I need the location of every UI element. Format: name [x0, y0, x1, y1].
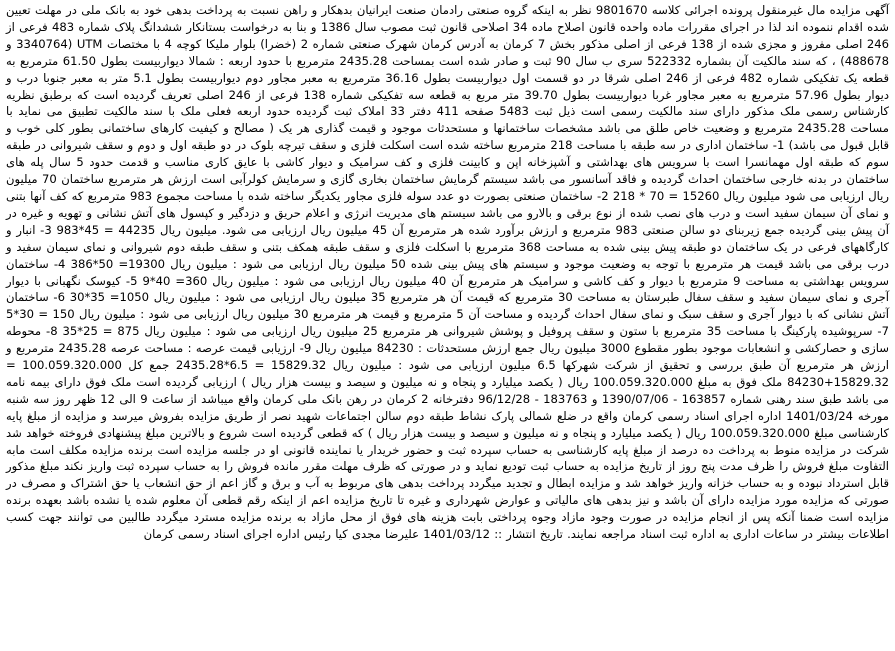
auction-notice-text: آگهی مزایده مال غیرمنقول پرونده اجرائی کلاسه 9801670 نظر به اینکه گروه صنعتی رادمان صنعت ایرانیان بدهکار و راهن نسبت به پرداخت بدهی خود به بانک ملی در مهلت تعیین شده اقدام ننموده اند لذا در اجرای مقررات ماده واحده قانون اصلاح ماده 34 اصلاحی قانون ثبت مصوب سال 1386 و بنا به درخواست بستانکار ششدانگ پلاک شماره 483 فرعی از 246 اصلی مفروز و مجزی شده از 138 فرعی از اصلی مذکور بخش 7 کرمان به آدرس کرمان شهرک صنعتی شماره 2 (خضرا) بلوار ملیکا کوچه 4 با مختصات UTM (3340764 و 488678) ، که سند مالکیت آن بشماره 522332 سری ب سال 90 ثبت و صادر شده است بمساحت 2435.28 مترمربع با حدود اربعه : شمالا دیواربیست بطول 61.50 مترمربع به قطعه یک تفکیکی شماره 482 فرعی از 246 اصلی شرقا در دو قسمت اول دیواربیست بطول 36.16 مترمربع به معبر مجاور دوم دیواربیست بطول 5.1 متر به معبر جنوبا درب و دیوار بطول 57.96 مترمربع به معبر مجاور غربا دیواربیست بطول 39.70 متر مربع به قطعه سه تفکیکی شماره 138 فرعی از 246 اصلی تعریف گردیده است که برطبق نظریه کارشناس رسمی ملک مذکور دارای سند مالکیت رسمی است ذیل ثبت 5483 صفحه 411 دفتر 33 املاک ثبت گردیده حدود اربعه فعلی ملک با سند مالکیت تطبیق می نماید با مساحت 2435.28 مترمربع و وضعیت خاص طلق می باشد مشخصات ساختمانها و مستحدثات موجود و قیمت گذاری هر یک ( مصالح و کیفیت کارهای ساختمانی بطور کلی خوب و قابل قبول می باشد) 1- ساختمان اداری در سه طبقه با مساحت 218 مترمربع ساخته شده است اسکلت فلزی و سقف تیرچه بلوک در دو طبقه اول و دوم و سقف شیروانی در طبقه سوم که طبقه اول مهمانسرا است با سرویس های بهداشتی و آشپزخانه اپن و کابینت فلزی و کف سرامیک و دیوار کاشی با عایق کاری مناسب و قدمت حدود 5 سال پله های ساختمان در بدنه خارجی ساختمان احداث گردیده و فاقد آسانسور می باشد سیستم گرمایش ساختمان بخاری گازی و سرمایش کولرآبی است ارزش هر مترمربع ساختمان 70 میلیون ریال ارزیابی می شود میلیون ریال 15260 = 70 * 218 2- ساختمان صنعتی بصورت دو عدد سوله فلزی مجاور یکدیگر ساخته شده با مساحت مجموع 983 مترمربع که کف آنها بتنی و نمای آن سیمان سفید است و درب های نصب شده از نوع برقی و بالارو می باشد سیستم های مدیریت انرژی و اعلام حریق و دزدگیر و کپسول های آتش نشانی و تهویه و غیره در آن پیش بینی گردیده جمع زیربنای دو سالن صنعتی 983 مترمربع و ارزش برآورد شده هر مترمربع آن 45 میلیون ریال ارزیابی می شود. میلیون ریال 44235 = 45*983 3- انبار و کارگاههای فرعی در یک ساختمان دو طبقه پیش بینی شده به مساحت 368 مترمربع با اسکلت فلزی و سقف طبقه همکف بتنی و سقف طبقه دوم شیروانی و نمای سیمان سفید و درب برقی می باشد قیمت هر مترمربع با توجه به وضعیت موجود و سیستم های پیش بینی شده 50 میلیون ریال ارزیابی می شود : میلیون ریال 19300= 50*386 4- ساختمان سرویس بهداشتی به مساحت 9 مترمربع با دیوار و کف کاشی و سرامیک هر مترمربع آن 40 میلیون ریال ارزیابی می شود : میلیون ریال 360= 40*9 5- کیوسک نگهبانی با دیوار آجری و نمای سیمان سفید و سقف سفال طبرستان به مساحت 30 مترمربع که قیمت آن هر مترمربع 35 میلیون ریال ارزیابی می شود : میلیون ریال 1050= 35*30 6- ساختمان آتش نشانی که با دیوار آجری و سقف سبک و نمای سفال احداث گردیده و مساحت آن 5 مترمربع و قیمت هر مترمربع 30 میلیون ریال ارزیابی می شود : میلیون ریال 150 = 30*5 7- سرپوشیده پارکینگ با مساحت 35 مترمربع با ستون و سقف پروفیل و پوشش شیروانی هر مترمربع 25 میلیون ریال ارزیابی می شود : میلیون ریال 875 = 25*35 8- محوطه سازی و حصارکشی و انشعابات موجود بطور مقطوع 3000 میلیون ریال جمع ارزش مستحدثات : 84230 میلیون ریال 9- ارزیابی قیمت عرصه : مساحت عرصه 2435.28 مترمربع و ارزش هر مترمربع آن طبق بررسی و تحقیق از شرکت شهرکها 6.5 میلیون ارزیابی می شود : میلیون ریال 15829.32 = 6.5*2435.28 جمع کل 100.059.320.000 = 15829.32+84230 ملک فوق به مبلغ 100.059.320.000 ریال ( یکصد میلیارد و پنجاه و نه میلیون و سیصد و بیست هزار ریال ) ارزیابی گردیده است ملک فوق دارای بیمه نامه می باشد طبق سند رهنی شماره 163857 - 1390/07/06 و 183763 - 96/12/28 دفترخانه 2 کرمان در رهن بانک ملی کرمان واقع میباشد از ساعت 9 الی 12 ظهر روز سه شنبه مورخه 1401/03/24 اداره اجرای اسناد رسمی کرمان واقع در ضلع شمالی پارک نشاط طبقه دوم سالن اجتماعات شهید نصر از طریق مزایده بفروش میرسد و مزایده از مبلغ پایه کارشناسی مبلغ 100.059.320.000 ریال ( یکصد میلیارد و پنجاه و نه میلیون و سیصد و بیست هزار ریال ) که قطعی گردیده است شروع و بالاترین مبلغ پیشنهادی فروخته خواهد شد شرکت در مزایده منوط به پرداخت ده درصد از مبلغ پایه کارشناسی به حساب سپرده ثبت و حضور خریدار یا نماینده قانونی او در جلسه مزایده است برنده مزایده مکلف است مابه التفاوت مبلغ فروش را ظرف مدت پنج روز از تاریخ مزایده به حساب ثبت تودیع نماید و در صورتی که ظرف مهلت مقرر مانده فروش را به حساب سپرده ثبت واریز نکند مبلغ مذکور قابل استرداد نبوده و به حساب خزانه واریز خواهد شد و مزایده ابطال و تجدید میگردد پرداخت بدهی های مربوط به آب و برق و گاز اعم از حق انشعاب یا حق اشتراک و مصرف در صورتی که مزایده مورد مزایده دارای آن باشد و نیز بدهی های مالیاتی و عوارض شهرداری و غیره تا تاریخ مزایده اعم از اینکه رقم قطعی آن معلوم شده یا نشده باشد بعهده برنده مزایده است ضمنا آنکه پس از انجام مزایده در صورت وجود مازاد وجوه پرداختی بابت هزینه های فوق از محل مازاد به برنده مزایده مسترد میگردد طالبین می توانند جهت کسب اطلاعات بیشتر در ساعات اداری به اداره ثبت اسناد مراجعه نمایند. تاریخ انتشار :: 1401/03/12 علیرضا مجدی کیا رئیس اداره اجرای اسناد رسمی کرمان	[6, 3, 890, 542]
